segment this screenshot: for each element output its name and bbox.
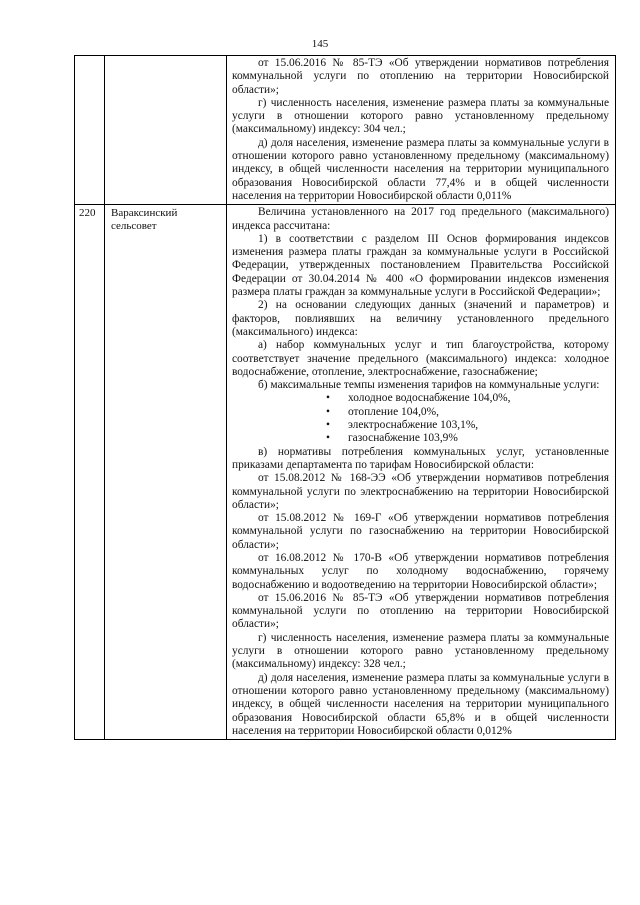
paragraph: г) численность населения, изменение размера платы за коммунальные услуги в отношении которого равно установленному предельному (максимальному) индексу: 304 чел.; (232, 96, 609, 136)
municipality-name-cell (105, 56, 227, 205)
paragraph: Величина установленного на 2017 год предельного (максимального) индекса рассчитана: (232, 206, 609, 232)
paragraph: от 16.08.2012 № 170-В «Об утверждении нормативов потребления коммунальных услуг по холодному водоснабжению, горячему водоснабжению и водоотведению на территории Новосибирской области»; (232, 551, 609, 591)
row-number-cell (75, 56, 105, 205)
paragraph: 2) на основании следующих данных (значений и параметров) и факторов, повлиявших на величину установленного предельного (максимального) индекса: (232, 299, 609, 338)
paragraph: в) нормативы потребления коммунальных услуг, установленные приказами департамента по тарифам Новосибирской области: (232, 445, 609, 471)
paragraph: от 15.06.2016 № 85-ТЭ «Об утверждении нормативов потребления коммунальной услуги по отоплению на территории Новосибирской области»; (232, 57, 609, 96)
paragraph: б) максимальные темпы изменения тарифов на коммунальные услуги: (258, 379, 600, 392)
row-number-cell: 220 (75, 205, 105, 740)
description-cell (227, 56, 616, 205)
table-row (75, 56, 616, 205)
bullet-item: • электроснабжение 103,1%, (334, 419, 609, 432)
index-table (74, 55, 616, 740)
paragraph: д) доля населения, изменение размера платы за коммунальные услуги в отношении которого равно установленному предельному (максимальному) индексу, в общей численности населения на территории муниципального образования Новосибирской области 77,4% и в общей численности населения на территории Новосибирской области 0,011% (232, 136, 609, 202)
description-cell (227, 205, 616, 740)
tariff-bullet-list (232, 392, 609, 445)
paragraph: а) набор коммунальных услуг и тип благоустройства, которому соответствует значение предельного (максимального) индекса: холодное водоснабжение, отопление, электроснабжение, газоснабжение; (232, 339, 609, 378)
municipality-name-cell: Вараксинский сельсовет (105, 205, 227, 740)
paragraph: д) доля населения, изменение размера платы за коммунальные услуги в отношении которого равно установленному предельному (максимальному) индексу, в общей численности населения на территории муниципального образования Новосибирской области 65,8% и в общей численности населения на территории Новосибирской области 0,012% (232, 671, 609, 737)
paragraph: г) численность населения, изменение размера платы за коммунальные услуги в отношении которого равно установленному предельному (максимальному) индексу: 328 чел.; (232, 631, 609, 671)
paragraph: 1) в соответствии с разделом III Основ формирования индексов изменения размера платы граждан за коммунальные услуги в Российской Федерации, утвержденных постановлением Правительства Российской Федерации от 30.04.2014 № 400 «О формировании индексов изменения размера платы граждан за коммунальные услуги в Российской Федерации»; (232, 232, 609, 299)
bullet-item: • отопление 104,0%, (334, 406, 609, 419)
paragraph: от 15.06.2016 № 85-ТЭ «Об утверждении нормативов потребления коммунальной услуги по отоплению на территории Новосибирской области»; (232, 591, 609, 631)
page-number: 145 (311, 38, 329, 50)
table-row (75, 205, 616, 740)
bullet-item: • газоснабжение 103,9% (334, 432, 609, 445)
paragraph: от 15.08.2012 № 168-ЭЭ «Об утверждении нормативов потребления коммунальной услуги по электроснабжению на территории Новосибирской области»; (232, 472, 609, 511)
paragraph: от 15.08.2012 № 169-Г «Об утверждении нормативов потребления коммунальной услуги по газоснабжению на территории Новосибирской области»; (232, 512, 609, 551)
bullet-item: • холодное водоснабжение 104,0%, (334, 392, 609, 405)
